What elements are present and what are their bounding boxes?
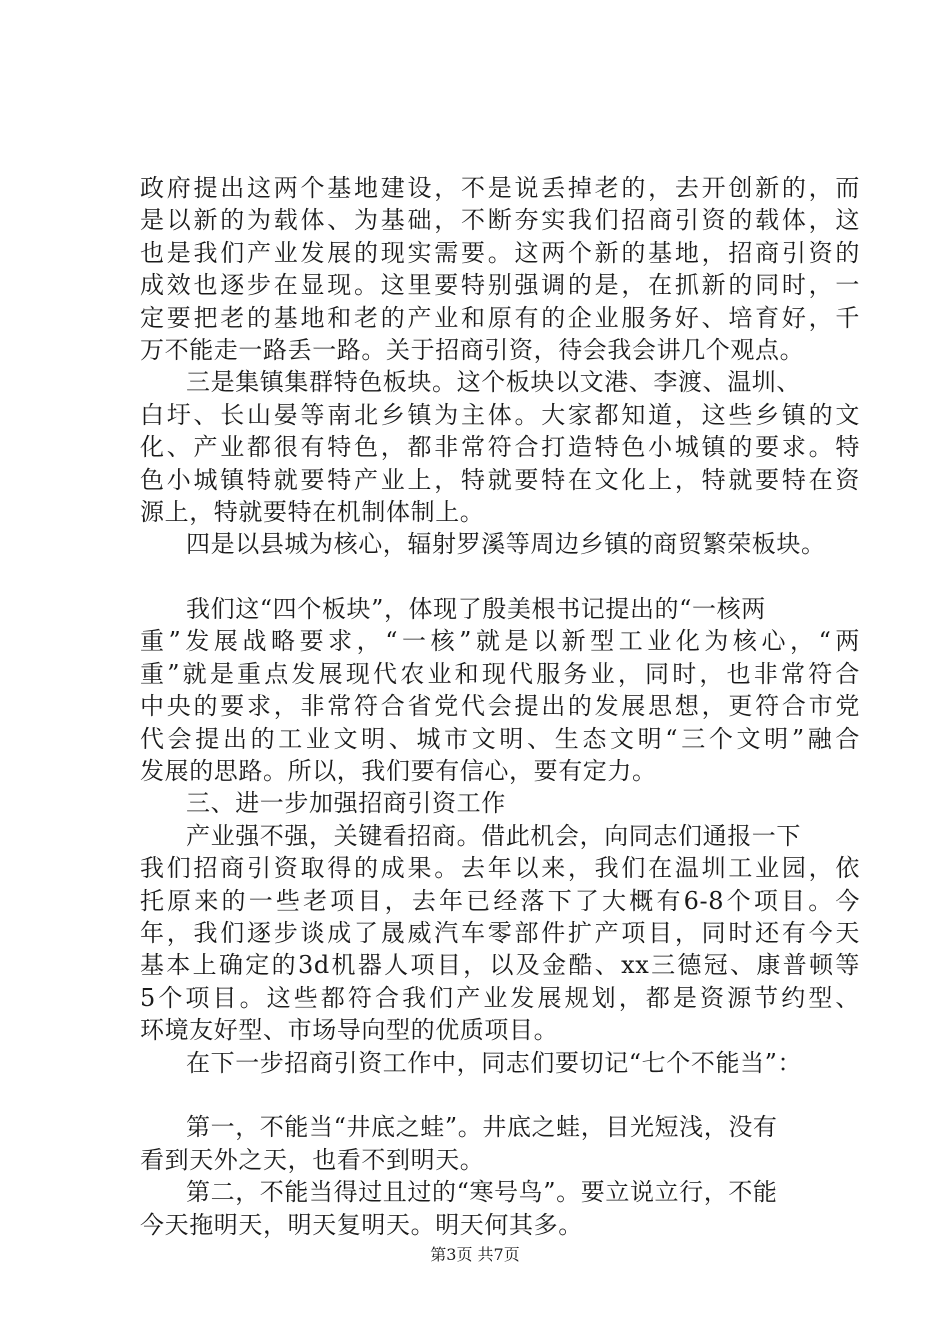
text-line: 我们招商引资取得的成果。去年以来，我们在温圳工业园，依 [140,854,860,883]
text-line: 环境友好型、市场导向型的优质项目。 [140,1016,559,1045]
paragraph-gap [140,1079,860,1111]
text-line: 托原来的一些老项目，去年已经落下了大概有6-8个项目。今 [140,886,860,915]
text-line: 发展的思路。所以，我们要有信心，要有定力。 [140,757,657,786]
page-number-footer: 第3页 共7页 [430,1245,520,1264]
text-line: 基本上确定的3d机器人项目，以及金酷、xx三德冠、康普顿等 [140,951,860,980]
text-line: 看到天外之天，也看不到明天。 [140,1145,485,1174]
text-line: 色小城镇特就要特产业上，特就要特在文化上，特就要特在资 [140,465,860,494]
text-line: 重”发展战略要求，“一核”就是以新型工业化为核心，“两 [140,627,860,656]
paragraph-start: 产业强不强，关键看招商。借此机会，向同志们通报一下 [186,821,801,850]
text-line: 中央的要求，非常符合省党代会提出的发展思想，更符合市党 [140,692,860,721]
section-heading: 三、进一步加强招商引资工作 [186,789,506,818]
text-line: 5个项目。这些都符合我们产业发展规划，都是资源节约型、 [140,983,860,1012]
paragraph-start: 四是以县城为核心，辐射罗溪等周边乡镇的商贸繁荣板块。 [186,530,826,559]
paragraph-start: 三是集镇集群特色板块。这个板块以文港、李渡、温圳、 [186,368,801,397]
text-line: 代会提出的工业文明、城市文明、生态文明“三个文明”融合 [140,724,860,753]
text-line: 也是我们产业发展的现实需要。这两个新的基地，招商引资的 [140,238,860,267]
text-line: 万不能走一路丢一路。关于招商引资，待会我会讲几个观点。 [140,335,805,364]
text-line: 定要把老的基地和老的产业和原有的企业服务好、培育好，千 [140,303,860,332]
paragraph-start: 第二，不能当得过且过的“寒号鸟”。要立说立行，不能 [186,1178,778,1207]
text-line: 源上，特就要特在机制体制上。 [140,497,485,526]
text-line: 化、产业都很有特色，都非常符合打造特色小城镇的要求。特 [140,433,860,462]
text-line: 成效也逐步在显现。这里要特别强调的是，在抓新的同时，一 [140,271,860,300]
text-line: 今天拖明天，明天复明天。明天何其多。 [140,1210,583,1239]
text-line: 白圩、长山晏等南北乡镇为主体。大家都知道，这些乡镇的文 [140,400,860,429]
text-line: 政府提出这两个基地建设，不是说丢掉老的，去开创新的，而 [140,174,860,202]
text-line: 年，我们逐步谈成了晟威汽车零部件扩产项目，同时还有今天 [140,918,860,947]
text-line: 是以新的为载体、为基础，不断夯实我们招商引资的载体，这 [140,206,860,235]
body-text [140,172,860,1241]
paragraph-start: 在下一步招商引资工作中，同志们要切记“七个不能当”： [186,1048,803,1077]
text-line: 重”就是重点发展现代农业和现代服务业，同时，也非常符合 [140,659,860,688]
paragraph-gap [140,561,860,593]
paragraph-start: 我们这“四个板块”，体现了殷美根书记提出的“一核两 [186,595,766,624]
paragraph-start: 第一，不能当“井底之蛙”。井底之蛙，目光短浅，没有 [186,1113,778,1142]
